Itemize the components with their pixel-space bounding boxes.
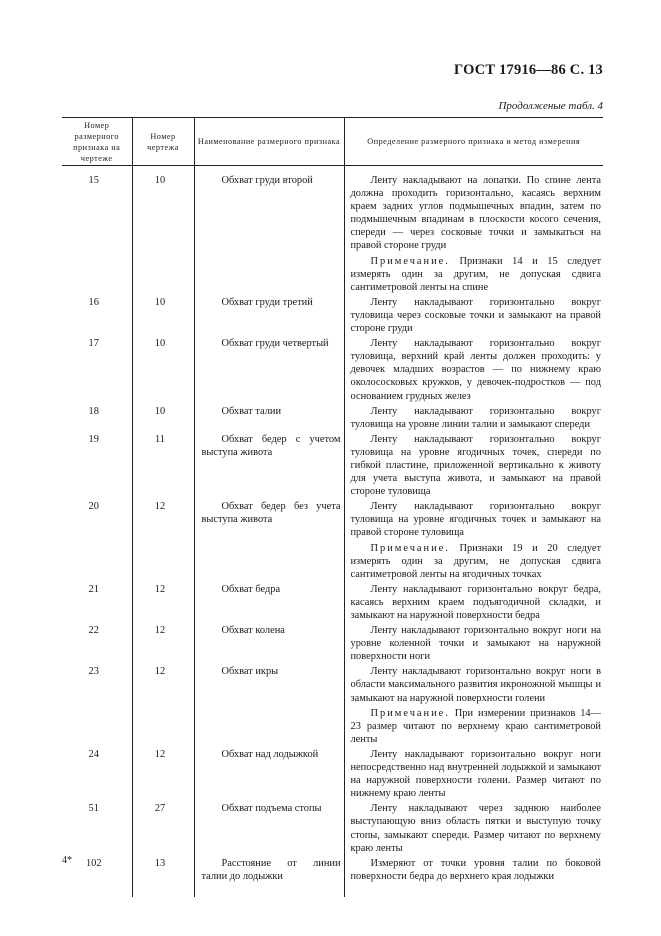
drawing-number: 13 xyxy=(132,855,194,897)
feature-name xyxy=(194,498,344,581)
table-row xyxy=(62,622,603,663)
table-row xyxy=(62,855,603,897)
feature-definition xyxy=(344,431,603,498)
feature-number: 21 xyxy=(88,583,99,595)
feature-name xyxy=(194,746,344,800)
feature-name-text: Обхват колена xyxy=(221,625,285,637)
page-header-title: ГОСТ 17916—86 С. 13 xyxy=(454,62,603,78)
table-row xyxy=(62,294,603,335)
feature-name xyxy=(194,622,344,663)
drawing-number: 12 xyxy=(132,622,194,663)
feature-definition xyxy=(344,166,603,294)
feature-number: 15 xyxy=(88,175,99,186)
definition-text: Ленту накладывают горизонтально вокруг туловища, верхний край ленты должен проходить: у девочек младших возрастов — по нижнему краю околососковых кружков, у девочек-подростков — под основанием грудных желез xyxy=(350,338,601,402)
feature-name xyxy=(194,855,344,897)
page-footer-mark: 4* xyxy=(62,855,72,866)
feature-number: 102 xyxy=(85,857,102,869)
definition-text: Ленту накладывают горизонтально вокруг бедра, касаясь верхним краем подъягодичной складки, и замыкают на наружной поверхности бедра xyxy=(350,583,601,621)
feature-name-text: Обхват бедер с учетом выступа живота xyxy=(201,433,341,458)
note-text: Признаки 14 и 15 следует измерять один за другим, не допуская сдвига сантиметровой ленты на спине xyxy=(350,255,601,293)
note-label: Примечание. xyxy=(370,707,450,719)
feature-number: 18 xyxy=(88,405,99,417)
table-row xyxy=(62,663,603,746)
drawing-number: 27 xyxy=(132,800,194,854)
drawing-number: 12 xyxy=(132,663,194,746)
feature-name-text: Обхват бедра xyxy=(221,583,281,595)
definition-text: Измеряют от точки уровня талии по боковой поверхности бедра до верхнего края лодыжки xyxy=(350,857,601,882)
feature-name-text: Обхват груди второй xyxy=(221,175,313,186)
definition-note xyxy=(351,707,602,746)
feature-number: 22 xyxy=(88,625,99,637)
feature-name-text: Обхват бедер без учета выступа живота xyxy=(201,501,341,526)
feature-number: 23 xyxy=(88,666,99,678)
table-row xyxy=(62,166,603,294)
column-header-feature-number: Номер размерного признака на чертеже xyxy=(62,118,132,166)
feature-name-text: Обхват груди четвертый xyxy=(221,338,329,350)
drawing-number: 12 xyxy=(132,581,194,622)
table-row xyxy=(62,498,603,581)
table-row xyxy=(62,403,603,431)
feature-definition xyxy=(344,746,603,800)
table-row xyxy=(62,431,603,498)
feature-definition xyxy=(344,403,603,431)
definition-note xyxy=(351,255,602,294)
feature-name-text: Расстояние от линии талии до лодыжки xyxy=(201,857,341,882)
feature-definition xyxy=(344,800,603,854)
feature-name-text: Обхват груди третий xyxy=(221,296,313,308)
feature-name xyxy=(194,166,344,294)
feature-name-text: Обхват талии xyxy=(221,405,282,417)
note-text: При измерении признаков 14—23 размер читают по верхнему краю сантиметровой ленты xyxy=(350,707,601,745)
column-header-definition: Определение размерного признака и метод измерения xyxy=(344,118,603,166)
drawing-number: 11 xyxy=(132,431,194,498)
feature-definition xyxy=(344,663,603,746)
feature-name-text: Обхват над лодыжкой xyxy=(221,748,319,760)
feature-definition xyxy=(344,335,603,402)
drawing-number: 12 xyxy=(132,746,194,800)
note-label: Примечание. xyxy=(370,255,450,267)
definition-text: Ленту накладывают горизонтально вокруг туловища на уровне ягодичных точек и замыкают на правой стороне туловища xyxy=(350,501,601,539)
drawing-number: 10 xyxy=(132,166,194,294)
table-header-row xyxy=(62,118,603,166)
table-row xyxy=(62,746,603,800)
drawing-number: 10 xyxy=(132,294,194,335)
feature-name xyxy=(194,294,344,335)
definition-text: Ленту накладывают горизонтально вокруг ноги непосредственно над внутренней лодыжкой и замыкают на наружной поверхности голени. Размер читают по нижнему краю ленты xyxy=(350,748,601,800)
column-header-drawing-number: Номер чертежа xyxy=(132,118,194,166)
note-label: Примечание. xyxy=(370,542,450,554)
table-row xyxy=(62,800,603,854)
definition-text: Ленту накладывают горизонтально вокруг туловища на уровне линии талии и замыкают спереди xyxy=(350,405,601,430)
feature-name xyxy=(194,403,344,431)
feature-name xyxy=(194,335,344,402)
measurements-table xyxy=(62,117,603,897)
feature-definition xyxy=(344,622,603,663)
feature-definition xyxy=(344,498,603,581)
definition-text: Ленту накладывают горизонтально вокруг ноги в области максимального развития икроножной мышцы и замыкают на наружной поверхности голени xyxy=(350,666,601,704)
column-header-feature-name: Наименование размерного признака xyxy=(194,118,344,166)
feature-number: 19 xyxy=(88,433,99,445)
definition-text: Ленту накладывают горизонтально вокруг ноги на уровне коленной точки и замыкают на наружной поверхности ноги xyxy=(350,625,601,663)
note-text: Признаки 19 и 20 следует измерять один за другим, не допуская сдвига сантиметровой ленты на ягодичных точках xyxy=(350,542,601,580)
feature-number: 51 xyxy=(88,803,99,815)
feature-number: 16 xyxy=(88,296,99,308)
drawing-number: 10 xyxy=(132,335,194,402)
definition-text: Ленту накладывают горизонтально вокруг туловища на уровне ягодичных точек, спереди по гибкой пластине, приложенной вертикально к животу для учета выступа живота, и замыкают на правой стороне туловища xyxy=(350,433,601,498)
feature-number: 20 xyxy=(88,501,99,513)
table-continuation-note: Продолженые табл. 4 xyxy=(498,100,603,112)
feature-definition xyxy=(344,581,603,622)
feature-definition xyxy=(344,294,603,335)
drawing-number: 10 xyxy=(132,403,194,431)
feature-name xyxy=(194,800,344,854)
feature-number: 24 xyxy=(88,748,99,760)
feature-definition xyxy=(344,855,603,897)
feature-name xyxy=(194,431,344,498)
table-row xyxy=(62,581,603,622)
feature-name-text: Обхват подъема стопы xyxy=(221,803,322,815)
definition-text: Ленту накладывают горизонтально вокруг туловища через сосковые точки и замыкают на правой стороне груди xyxy=(350,296,601,335)
feature-name xyxy=(194,663,344,746)
feature-number: 17 xyxy=(88,338,99,350)
definition-text: Ленту накладывают на лопатки. По спине лента должна проходить горизонтально, касаясь верхним краем задних углов подмышечных впадин, затем по подмышечным впадинам в плоскости косого сечения, спереди — через сосковые точки и замыкаться на правой стороне груди xyxy=(350,175,601,252)
feature-name xyxy=(194,581,344,622)
drawing-number: 12 xyxy=(132,498,194,581)
definition-note xyxy=(351,542,602,581)
feature-name-text: Обхват икры xyxy=(221,666,279,678)
definition-text: Ленту накладывают через заднюю наиболее выступающую вниз область пятки и выступую точку стопы, замыкают спереди. Размер читают по верхнему краю ленты xyxy=(350,803,601,854)
table-row xyxy=(62,335,603,402)
